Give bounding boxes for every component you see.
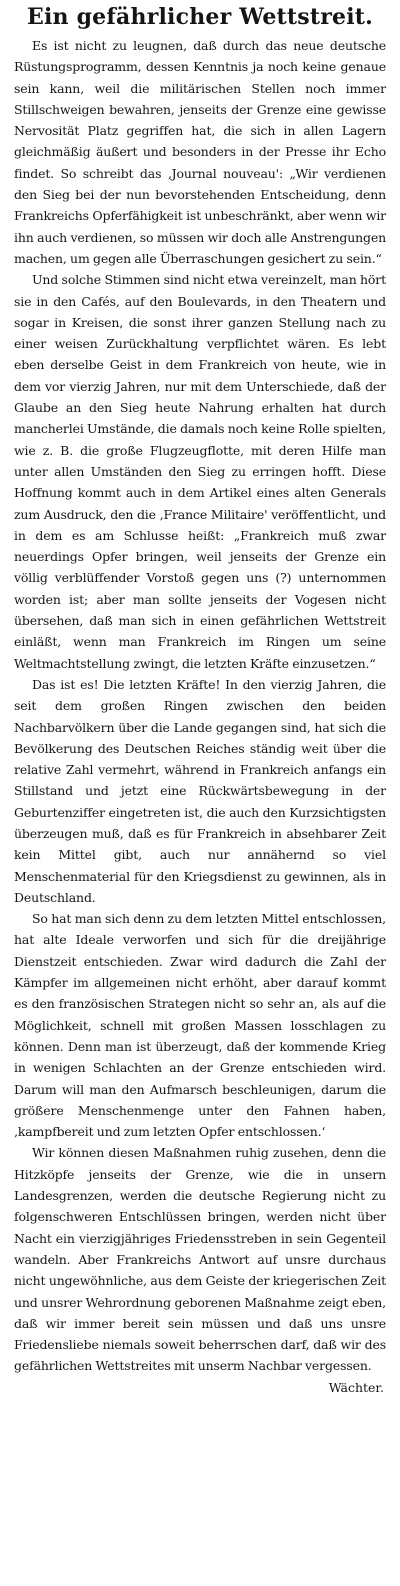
article-headline: Ein gefährlicher Wettstreit. <box>27 4 373 30</box>
article-paragraph-2: Und solche Stimmen sind nicht etwa vereinzelt, man hört sie in den Cafés, auf den Boulevards, in den Theatern und sogar in Kreisen, die sonst ihrer ganzen Stellung nach zu einer weisen Zurückhaltung verpflichtet wären. Es lebt eben derselbe Geist in dem Frankreich von heute, wie in dem vor vierzig Jahren, nur mit dem Unterschiede, daß der Glaube an den Sieg heute Nahrung erhalten hat durch mancherlei Umstände, die damals noch keine Rolle spielten, wie z. B. die große Flugzeugflotte, mit deren Hilfe man unter allen Umständen den Sieg zu erringen hofft. Diese Hoffnung kommt auch in dem Artikel eines alten Generals zum Ausdruck, den die ‚France Militaire' veröffentlicht, und in dem es am Schlusse heißt: „Frankreich muß zwar neuerdings Opfer bringen, weil jenseits der Grenze ein völlig verblüffender Vorstoß gegen uns (?) unternommen worden ist; aber man sollte jenseits der Vogesen nicht übersehen, daß man sich in einen gefährlichen Wettstreit einläßt, wenn man Frankreich im Ringen um seine Weltmachtstellung zwingt, die letzten Kräfte einzusetzen.“ <box>14 272 386 671</box>
article-body <box>14 35 386 1377</box>
article-paragraph-1: Es ist nicht zu leugnen, daß durch das neue deutsche Rüstungsprogramm, dessen Kenntnis ja noch keine genaue sein kann, weil die militärischen Stellen noch immer Stillschweigen bewahren, jenseits der Grenze eine gewisse Nervosität Platz gegriffen hat, die sich in allen Lagern gleichmäßig äußert und besonders in der Presse ihr Echo findet. So schreibt das ‚Journal nouveau': „Wir verdienen den Sieg bei der nun bevorstehenden Entscheidung, denn Frankreichs Opferfähigkeit ist unbeschränkt, aber wenn wir ihn auch verdienen, so müssen wir doch alle Anstrengungen machen, um gegen alle Überraschungen gesichert zu sein.“ <box>14 38 386 266</box>
author-signature: Wächter. <box>328 1379 384 1395</box>
article-paragraph-4: So hat man sich denn zu dem letzten Mittel entschlossen, hat alte Ideale verworfen und sich für die dreijährige Dienstzeit entschieden. Zwar wird dadurch die Zahl der Kämpfer im allgemeinen nicht erhöht, aber darauf kommt es den französischen Strategen nicht so sehr an, als auf die Möglichkeit, schnell mit großen Massen losschlagen zu können. Denn man ist überzeugt, daß der kommende Krieg in wenigen Schlachten an der Grenze entschieden wird. Darum will man den Aufmarsch beschleunigen, darum die größere Menschenmenge unter den Fahnen haben, ‚kampfbereit und zum letzten Opfer entschlossen.‘ <box>14 911 386 1140</box>
article-paragraph-5: Wir können diesen Maßnahmen ruhig zusehen, denn die Hitzköpfe jenseits der Grenze, wie die in unsern Landesgrenzen, werden die deutsche Regierung nicht zu folgenschweren Entschlüssen bringen, werden nicht über Nacht ein vierzigjähriges Friedensstreben in sein Gegenteil wandeln. Aber Frankreichs Antwort auf unsre durchaus nicht ungewöhnliche, aus dem Geiste der kriegerischen Zeit und unsrer Wehrordnung geborenen Maßnahme zeigt eben, daß wir immer bereit sein müssen und daß uns unsre Friedensliebe niemals soweit beherrschen darf, daß wir des gefährlichen Wettstreites mit unserm Nachbar vergessen. <box>14 1145 386 1374</box>
article-paragraph-3: Das ist es! Die letzten Kräfte! In den vierzig Jahren, die seit dem großen Ringen zwischen den beiden Nachbarvölkern über die Lande gegangen sind, hat sich die Bevölkerung des Deutschen Reiches ständig weit über die relative Zahl vermehrt, während in Frankreich anfangs ein Stillstand und jetzt eine Rückwärtsbewegung in der Geburtenziffer eingetreten ist, die auch den Kurzsichtigsten überzeugen muß, daß es für Frankreich in absehbarer Zeit kein Mittel gibt, auch nur annähernd so viel Menschenmaterial für den Kriegsdienst zu gewinnen, als in Deutschland. <box>14 676 386 905</box>
